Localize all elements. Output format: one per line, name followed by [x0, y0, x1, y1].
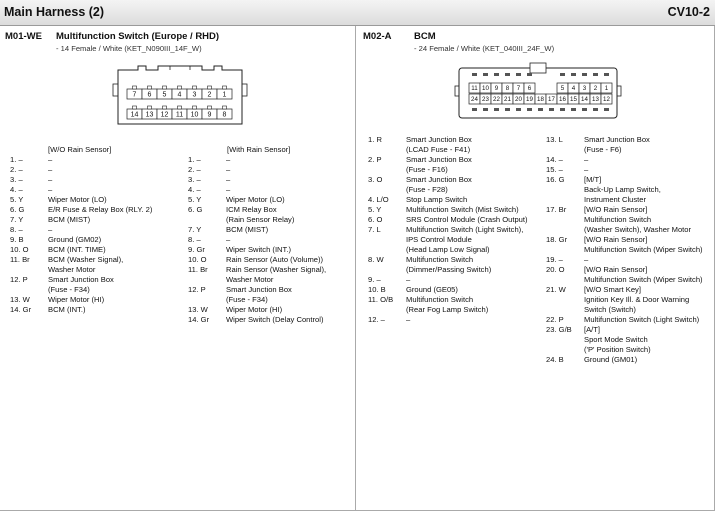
pin-row — [368, 225, 543, 255]
pin-row — [188, 235, 353, 245]
pin-label: 21 — [504, 96, 511, 104]
pin-description: Smart Junction Box (Fuse - F6) — [584, 135, 650, 154]
m02-connector-spec: - 24 Female / White (KET_040III_24F_W) — [414, 44, 555, 53]
pin-description: – — [226, 165, 231, 174]
pin-label: 10 — [190, 111, 199, 119]
pin-number: 5. Y — [10, 195, 24, 204]
pin-number: 13. W — [10, 295, 30, 304]
pin-description: Multifunction Switch (Dimmer/Passing Switch) — [406, 255, 492, 274]
pin-description: – — [226, 185, 231, 194]
latch-tick — [604, 108, 609, 111]
pin-row — [546, 255, 714, 265]
latch-tick — [472, 108, 477, 111]
pin-label: 14 — [130, 111, 139, 119]
latch-tick — [483, 73, 488, 76]
pin-number: 2. – — [10, 165, 23, 174]
pin-description: Rain Sensor (Washer Signal), Washer Motor — [226, 265, 327, 284]
pin-description: [W/O Rain Sensor] Multifunction Switch (Washer Switch), Washer Motor — [584, 205, 692, 234]
pin-row — [188, 245, 353, 255]
latch-tick — [560, 73, 565, 76]
page-header — [0, 0, 715, 26]
pin-latch — [148, 86, 152, 89]
pin-description: BCM (INT. TIME) — [48, 245, 106, 254]
latch-tick — [604, 73, 609, 76]
pin-number: 10. O — [10, 245, 29, 254]
pin-number: 9. B — [10, 235, 24, 244]
pin-label: 8 — [505, 85, 510, 93]
pin-number: 7. Y — [188, 225, 202, 234]
m01-without-pin-list — [10, 155, 185, 315]
latch-tick — [560, 108, 565, 111]
pin-latch — [163, 86, 167, 89]
pin-latch — [148, 106, 152, 109]
m01-with-pin-list — [188, 155, 353, 325]
pin-number: 11. O/B — [368, 295, 394, 304]
pin-description: – — [406, 275, 411, 284]
pin-description: – — [48, 175, 53, 184]
pin-label: 15 — [570, 96, 577, 104]
pin-number: 7. L — [368, 225, 381, 234]
pin-row — [368, 135, 543, 155]
pin-row — [10, 175, 185, 185]
pin-label: 4 — [177, 91, 182, 99]
pin-description: – — [226, 175, 231, 184]
pin-number: 21. W — [546, 285, 566, 294]
m01-connector-spec: - 14 Female / White (KET_N090III_14F_W) — [56, 44, 202, 53]
pin-description: Wiper Motor (HI) — [48, 295, 105, 304]
pin-description: Wiper Motor (LO) — [226, 195, 285, 204]
latch-tick — [538, 108, 543, 111]
pin-number: 15. – — [546, 165, 563, 174]
pin-row — [546, 355, 714, 365]
pin-label: 16 — [559, 96, 566, 104]
pin-row — [546, 315, 714, 325]
pin-latch — [208, 86, 212, 89]
page-title: Main Harness (2) — [4, 5, 105, 19]
pin-number: 8. – — [10, 225, 23, 234]
pin-latch — [193, 106, 197, 109]
pin-label: 13 — [592, 96, 599, 104]
pin-description: Ground (GE05) — [406, 285, 458, 294]
pin-number: 11. Br — [188, 265, 208, 274]
pin-description: – — [584, 255, 589, 264]
pin-label: 13 — [145, 111, 154, 119]
pin-label: 9 — [494, 85, 499, 93]
pin-row — [188, 285, 353, 305]
pin-label: 7 — [132, 91, 137, 99]
pin-row — [546, 265, 714, 285]
pin-row — [188, 175, 353, 185]
pin-row — [10, 155, 185, 165]
pin-label: 23 — [482, 96, 489, 104]
pin-number: 12. P — [188, 285, 206, 294]
pin-description: – — [48, 155, 53, 164]
column-divider — [355, 26, 356, 511]
pin-number: 13. W — [188, 305, 208, 314]
pin-label: 3 — [192, 91, 197, 99]
pin-row — [546, 325, 714, 355]
pin-number: 12. P — [10, 275, 28, 284]
pin-number: 20. O — [546, 265, 565, 274]
pin-row — [368, 155, 543, 175]
pin-description: Smart Junction Box (Fuse - F16) — [406, 155, 472, 174]
pin-description: [A/T] Sport Mode Switch ('P' Position Switch) — [584, 325, 651, 354]
pin-description: BCM (MIST) — [48, 215, 91, 224]
pin-description: – — [226, 155, 231, 164]
pin-row — [188, 155, 353, 165]
pin-label: 6 — [527, 85, 532, 93]
pin-description: E/R Fuse & Relay Box (RLY. 2) — [48, 205, 153, 214]
pin-label: 3 — [582, 85, 587, 93]
pin-label: 22 — [493, 96, 500, 104]
pin-description: [W/O Smart Key] Ignition Key Ill. & Door Warning Switch (Switch) — [584, 285, 690, 314]
pin-latch — [163, 106, 167, 109]
pin-description: Wiper Switch (INT.) — [226, 245, 291, 254]
m01-connector-name: Multifunction Switch (Europe / RHD) — [56, 31, 220, 42]
pin-number: 10. O — [188, 255, 207, 264]
pin-number: 4. L/O — [368, 195, 389, 204]
m02-connector-name: BCM — [414, 31, 436, 42]
pin-description: Ground (GM01) — [584, 355, 638, 364]
page-code: CV10-2 — [667, 5, 710, 19]
pin-number: 22. P — [546, 315, 564, 324]
pin-description: Wiper Switch (Delay Control) — [226, 315, 324, 324]
pin-number: 4. – — [188, 185, 201, 194]
pin-label: 11 — [175, 111, 184, 119]
pin-description: – — [48, 225, 53, 234]
pin-number: 3. – — [10, 175, 23, 184]
pin-row — [368, 175, 543, 195]
pin-description: [W/O Rain Sensor] Multifunction Switch (Wiper Switch) — [584, 235, 703, 254]
pin-number: 24. B — [546, 355, 564, 364]
latch-tick — [516, 73, 521, 76]
pin-number: 7. Y — [10, 215, 24, 224]
pin-number: 2. – — [188, 165, 201, 174]
pin-number: 4. – — [10, 185, 23, 194]
pin-row — [10, 185, 185, 195]
pin-description: – — [584, 165, 589, 174]
pin-row — [188, 205, 353, 225]
pin-label: 1 — [604, 85, 609, 93]
pin-latch — [178, 106, 182, 109]
pin-description: Wiper Motor (HI) — [226, 305, 283, 314]
pin-row — [368, 315, 543, 325]
pin-row — [188, 255, 353, 265]
latch-tick — [582, 73, 587, 76]
pin-label: 19 — [526, 96, 533, 104]
pin-label: 24 — [471, 96, 478, 104]
pin-row — [546, 175, 714, 205]
pin-label: 8 — [222, 111, 227, 119]
pin-row — [546, 135, 714, 155]
pin-label: 12 — [603, 96, 610, 104]
pin-number: 14. – — [546, 155, 563, 164]
pin-number: 23. G/B — [546, 325, 572, 334]
latch-tick — [527, 108, 532, 111]
pin-latch — [223, 86, 227, 89]
pin-row — [368, 195, 543, 205]
pin-row — [188, 225, 353, 235]
pin-row — [10, 295, 185, 305]
pin-description: – — [584, 155, 589, 164]
pin-label: 7 — [516, 85, 521, 93]
m01-without-caption: [W/O Rain Sensor] — [48, 145, 112, 154]
pin-row — [10, 235, 185, 245]
pin-description: Wiper Motor (LO) — [48, 195, 107, 204]
latch-tick — [582, 108, 587, 111]
m01-connector-diagram — [110, 58, 250, 132]
pin-row — [10, 275, 185, 295]
pin-number: 18. Gr — [546, 235, 568, 244]
pin-number: 5. Y — [188, 195, 202, 204]
pin-label: 2 — [593, 85, 598, 93]
pin-description: SRS Control Module (Crash Output) — [406, 215, 528, 224]
pin-number: 9. Gr — [188, 245, 205, 254]
pin-row — [368, 285, 543, 295]
m02-connector-diagram — [453, 60, 623, 122]
pin-number: 14. Gr — [188, 315, 210, 324]
latch-tick — [549, 108, 554, 111]
pin-number: 12. – — [368, 315, 385, 324]
pin-row — [188, 265, 353, 285]
pin-row — [10, 165, 185, 175]
pin-latch — [208, 106, 212, 109]
pin-description: BCM (Washer Signal), Washer Motor — [48, 255, 124, 274]
pin-description: Multifunction Switch (Light Switch), IPS Control Module (Head Lamp Low Signal) — [406, 225, 524, 254]
latch-tick — [472, 73, 477, 76]
pin-description: Smart Junction Box (Fuse - F28) — [406, 175, 472, 194]
pin-description: BCM (MIST) — [226, 225, 269, 234]
pin-row — [188, 315, 353, 325]
pin-number: 5. Y — [368, 205, 382, 214]
pin-row — [368, 275, 543, 285]
m01-connector-id: M01-WE — [5, 31, 42, 42]
pin-description: Rain Sensor (Auto (Volume)) — [226, 255, 324, 264]
pin-row — [546, 155, 714, 165]
latch-tick — [505, 73, 510, 76]
pin-description: Multifunction Switch (Rear Fog Lamp Switch) — [406, 295, 489, 314]
pin-number: 6. O — [368, 215, 383, 224]
pin-number: 1. – — [188, 155, 201, 164]
pin-row — [10, 225, 185, 235]
pin-latch — [193, 86, 197, 89]
pin-description: Smart Junction Box (Fuse - F34) — [226, 285, 292, 304]
latch-tick — [494, 108, 499, 111]
pin-description: Stop Lamp Switch — [406, 195, 468, 204]
m02-right-pin-list — [546, 135, 714, 365]
pin-description: – — [48, 185, 53, 194]
pin-number: 13. L — [546, 135, 563, 144]
pin-number: 8. – — [188, 235, 201, 244]
pin-description: [M/T] Back-Up Lamp Switch, Instrument Cluster — [584, 175, 661, 204]
pin-row — [546, 285, 714, 315]
pin-label: 1 — [222, 91, 227, 99]
pin-label: 5 — [560, 85, 565, 93]
pin-number: 6. G — [188, 205, 203, 214]
pin-row — [188, 195, 353, 205]
pin-description: – — [226, 235, 231, 244]
pin-description: Multifunction Switch (Mist Switch) — [406, 205, 519, 214]
pin-number: 3. – — [188, 175, 201, 184]
pin-row — [368, 255, 543, 275]
pin-row — [188, 305, 353, 315]
pin-number: 17. Br — [546, 205, 567, 214]
pin-description: BCM (INT.) — [48, 305, 86, 314]
pin-description: ICM Relay Box (Rain Sensor Relay) — [226, 205, 295, 224]
latch-tick — [593, 108, 598, 111]
pin-row — [188, 165, 353, 175]
pin-row — [10, 245, 185, 255]
latch-tick — [494, 73, 499, 76]
pin-description: [W/O Rain Sensor] Multifunction Switch (Wiper Switch) — [584, 265, 703, 284]
pin-number: 19. – — [546, 255, 563, 264]
pin-latch — [133, 86, 137, 89]
latch-tick — [505, 108, 510, 111]
latch-tick — [516, 108, 521, 111]
pin-row — [10, 205, 185, 215]
pin-label: 12 — [160, 111, 169, 119]
pin-description: Ground (GM02) — [48, 235, 102, 244]
pin-description: – — [48, 165, 53, 174]
m02-left-pin-list — [368, 135, 543, 325]
m01-with-caption: [With Rain Sensor] — [227, 145, 291, 154]
pin-number: 10. B — [368, 285, 386, 294]
latch-tick — [483, 108, 488, 111]
pin-latch — [133, 106, 137, 109]
latch-tick — [571, 108, 576, 111]
pin-latch — [223, 106, 227, 109]
pin-label: 10 — [482, 85, 489, 93]
pin-label: 17 — [548, 96, 555, 104]
pin-row — [546, 205, 714, 235]
pin-label: 20 — [515, 96, 522, 104]
pin-label: 4 — [571, 85, 576, 93]
pin-row — [546, 165, 714, 175]
pin-number: 6. G — [10, 205, 25, 214]
pin-row — [368, 295, 543, 315]
pin-row — [10, 305, 185, 315]
pin-description: – — [406, 315, 411, 324]
pin-number: 9. – — [368, 275, 381, 284]
pin-number: 3. O — [368, 175, 383, 184]
pin-row — [10, 215, 185, 225]
pin-row — [368, 215, 543, 225]
latch-tick — [571, 73, 576, 76]
pin-number: 16. G — [546, 175, 565, 184]
m02-connector-id: M02-A — [363, 31, 392, 42]
pin-row — [10, 255, 185, 275]
pin-latch — [178, 86, 182, 89]
pin-label: 11 — [471, 85, 478, 93]
pin-label: 5 — [162, 91, 167, 99]
pin-description: Smart Junction Box (LCAD Fuse - F41) — [406, 135, 472, 154]
pin-description: Multifunction Switch (Light Switch) — [584, 315, 700, 324]
pin-description: Smart Junction Box (Fuse - F34) — [48, 275, 114, 294]
pin-row — [368, 205, 543, 215]
pin-row — [188, 185, 353, 195]
pin-number: 8. W — [368, 255, 384, 264]
pin-number: 11. Br — [10, 255, 30, 264]
pin-row — [10, 195, 185, 205]
pin-number: 1. R — [368, 135, 382, 144]
pin-label: 9 — [207, 111, 212, 119]
latch-tick — [527, 73, 532, 76]
pin-number: 14. Gr — [10, 305, 32, 314]
latch-tick — [593, 73, 598, 76]
pin-label: 6 — [147, 91, 152, 99]
pin-label: 2 — [207, 91, 212, 99]
pin-number: 1. – — [10, 155, 23, 164]
pin-row — [546, 235, 714, 255]
pin-label: 18 — [537, 96, 544, 104]
pin-number: 2. P — [368, 155, 382, 164]
pin-label: 14 — [581, 96, 588, 104]
